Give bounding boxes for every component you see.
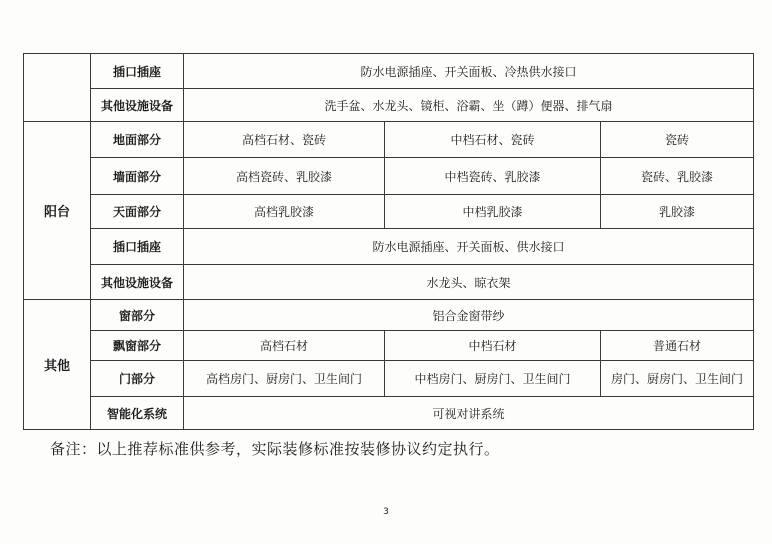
spec-cell: 中档石材 [385,331,601,361]
item-label-cell: 其他设施设备 [91,265,184,300]
spec-cell: 乳胶漆 [601,195,754,229]
spec-cell: 中档乳胶漆 [385,195,601,229]
spec-cell: 中档房门、厨房门、卫生间门 [385,361,601,397]
item-label-cell: 窗部分 [91,300,184,331]
spec-cell-merged: 防水电源插座、开关面板、冷热供水接口 [184,54,754,89]
item-label-cell: 其他设施设备 [91,89,184,122]
table-row [24,265,754,300]
spec-cell: 高档石材 [184,331,385,361]
spec-cell: 普通石材 [601,331,754,361]
table-row [24,300,754,331]
table-row [24,397,754,430]
spec-cell: 高档乳胶漆 [184,195,385,229]
table-row [24,195,754,229]
item-label-cell: 墙面部分 [91,158,184,195]
footnote: 备注：以上推荐标准供参考，实际装修标准按装修协议约定执行。 [50,440,500,458]
category-cell: 其他 [24,300,91,430]
spec-cell: 高档房门、厨房门、卫生间门 [184,361,385,397]
table-row [24,229,754,265]
decoration-standard-table [23,53,754,430]
category-cell [24,54,91,122]
page-number: 3 [383,507,389,517]
spec-cell: 中档石材、瓷砖 [385,122,601,158]
table-row [24,361,754,397]
spec-cell: 高档瓷砖、乳胶漆 [184,158,385,195]
spec-cell-merged: 防水电源插座、开关面板、供水接口 [184,229,754,265]
spec-cell-merged: 水龙头、晾衣架 [184,265,754,300]
item-label-cell: 插口插座 [91,54,184,89]
table-row [24,89,754,122]
item-label-cell: 门部分 [91,361,184,397]
spec-cell: 中档瓷砖、乳胶漆 [385,158,601,195]
spec-cell-merged: 洗手盆、水龙头、镜柜、浴霸、坐（蹲）便器、排气扇 [184,89,754,122]
spec-cell-merged: 可视对讲系统 [184,397,754,430]
spec-cell-merged: 铝合金窗带纱 [184,300,754,331]
spec-cell: 高档石材、瓷砖 [184,122,385,158]
spec-cell: 房门、厨房门、卫生间门 [601,361,754,397]
item-label-cell: 飘窗部分 [91,331,184,361]
table-row [24,122,754,158]
table-row [24,331,754,361]
category-cell: 阳台 [24,122,91,300]
item-label-cell: 地面部分 [91,122,184,158]
table-row [24,158,754,195]
spec-cell: 瓷砖、乳胶漆 [601,158,754,195]
spec-cell: 瓷砖 [601,122,754,158]
table-row [24,54,754,89]
item-label-cell: 插口插座 [91,229,184,265]
item-label-cell: 天面部分 [91,195,184,229]
table-body [24,54,754,430]
item-label-cell: 智能化系统 [91,397,184,430]
